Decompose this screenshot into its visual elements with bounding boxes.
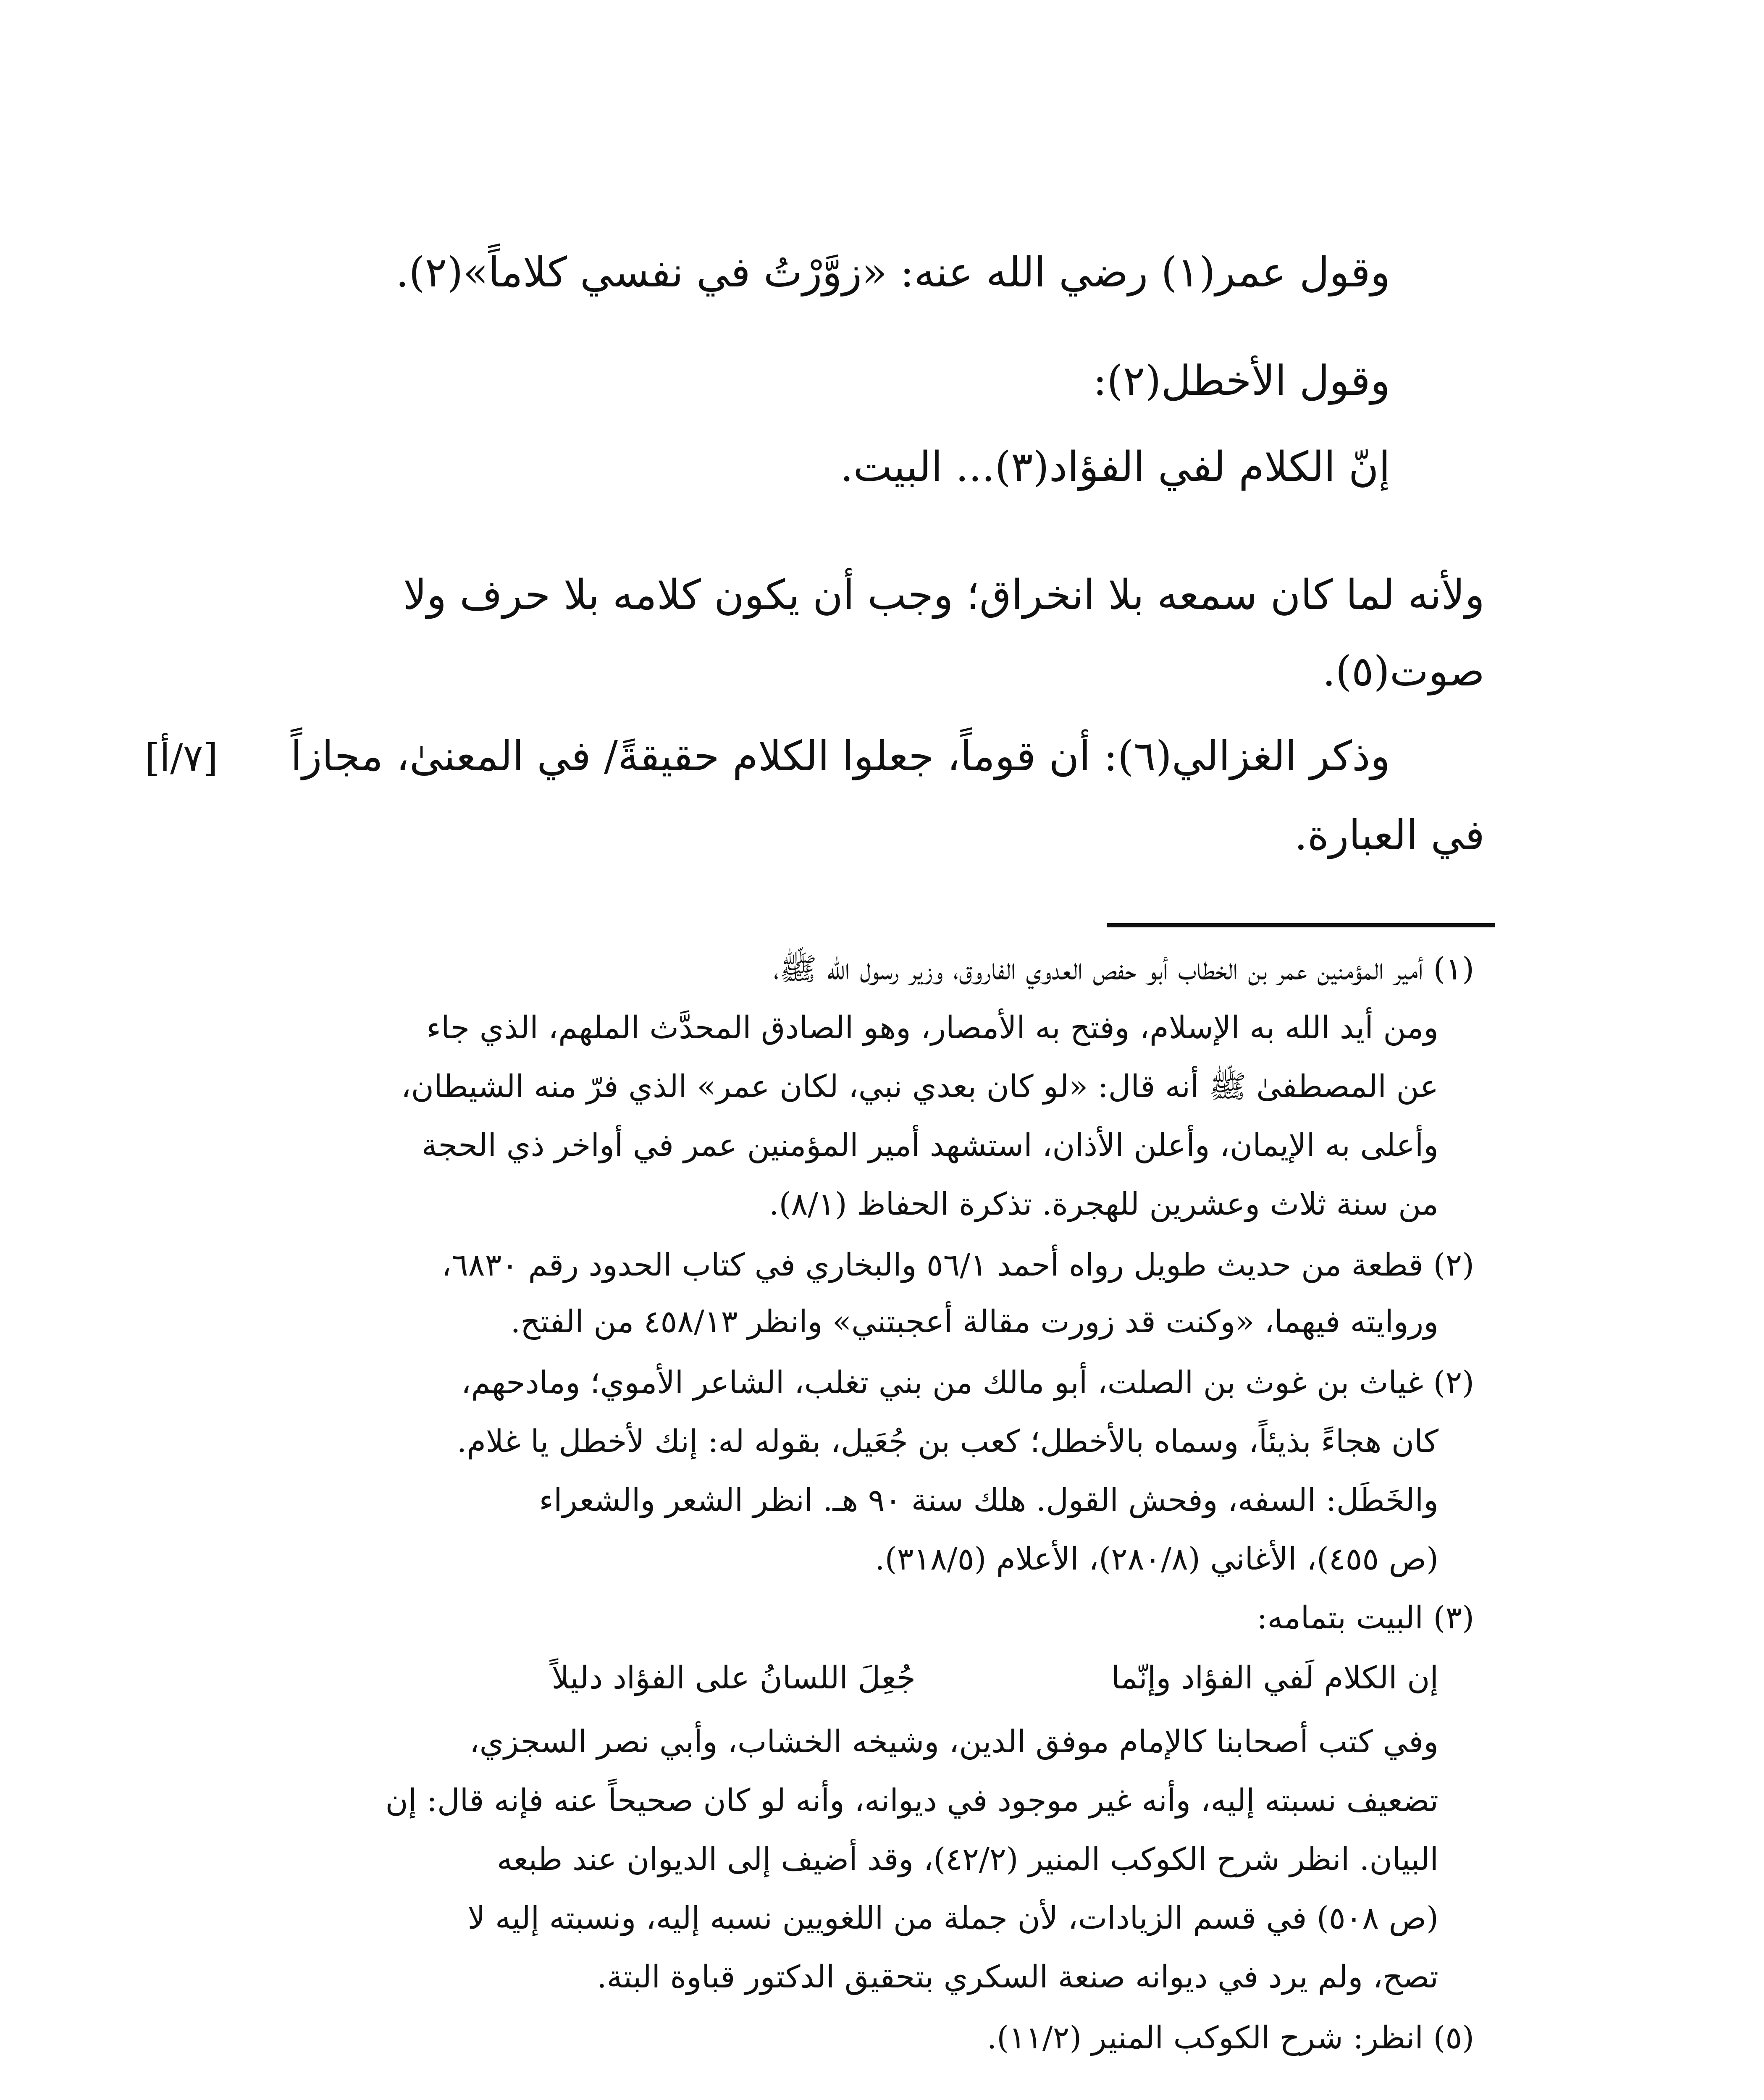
footnote-line: وروايته فيهما، «وكنت قد زورت مقالة أعجبتني» وانظر ٤٥٨/١٣ من الفتح. [510, 1304, 1438, 1340]
main-text-line: صوت(٥). [1322, 648, 1485, 696]
main-text-line: وذكر الغزالي(٦): أن قوماً، جعلوا الكلام حقيقةً/ في المعنىٰ، مجازاً [290, 732, 1390, 780]
main-text-line: وقول عمر(١) رضي الله عنه: «زوَّرْتُ في نفسي كلاماً»(٢). [396, 249, 1390, 297]
verse-hemistich: إن الكلام لَفي الفؤاد وإنّما [1111, 1660, 1438, 1696]
folio-marker: [٧/أ] [145, 736, 218, 780]
footnote-line: (٣) البيت بتمامه: [1257, 1600, 1474, 1636]
footnote-line: وفي كتب أصحابنا كالإمام موفق الدين، وشيخه الخشاب، وأبي نصر السجزي، [469, 1724, 1438, 1760]
footnote-line: (٢) غياث بن غوث بن الصلت، أبو مالك من بني تغلب، الشاعر الأموي؛ ومادحهم، [461, 1365, 1474, 1401]
footnote-line: عن المصطفىٰ ﷺ أنه قال: «لو كان بعدي نبي، لكان عمر» الذي فرّ منه الشيطان، [401, 1068, 1438, 1105]
footnote-line: (ص ٤٥٥)، الأغاني (٢٨٠/٨)، الأعلام (٣١٨/٥). [875, 1541, 1438, 1577]
footnote-line: تصح، ولم يرد في ديوانه صنعة السكري بتحقيق الدكتور قباوة البتة. [597, 1959, 1438, 1995]
footnote-line: ومن أيد الله به الإسلام، وفتح به الأمصار، وهو الصادق المحدَّث الملهم، الذي جاء [426, 1010, 1438, 1046]
main-text-line: في العبارة. [1294, 811, 1485, 859]
main-text-line: إنّ الكلام لفي الفؤاد(٣)... البيت. [840, 443, 1390, 491]
footnote-line: والخَطَل: السفه، وفحش القول. هلك سنة ٩٠ هـ. انظر الشعر والشعراء [539, 1482, 1438, 1518]
footnote-line: (ص ٥٠٨) في قسم الزيادات، لأن جملة من اللغويين نسبه إليه، ونسبته إليه لا [467, 1900, 1438, 1936]
footnote-line: كان هجاءً بذيئاً، وسماه بالأخطل؛ كعب بن جُعَيل، بقوله له: إنك لأخطل يا غلام. [457, 1423, 1438, 1460]
footnote-line: (٢) قطعة من حديث طويل رواه أحمد ٥٦/١ والبخاري في كتاب الحدود رقم ٦٨٣٠، [441, 1247, 1474, 1283]
footnote-separator [1107, 923, 1495, 927]
footnote-line: تضعيف نسبته إليه، وأنه غير موجود في ديوانه، وأنه لو كان صحيحاً عنه فإنه قال: إن [385, 1782, 1438, 1819]
main-text-line: وقول الأخطل(٢): [1093, 357, 1390, 405]
verse-hemistich: جُعِلَ اللسانُ على الفؤاد دليلاً [551, 1660, 916, 1696]
footnote-line: البيان. انظر شرح الكوكب المنير (٤٢/٢)، وقد أضيف إلى الديوان عند طبعه [496, 1841, 1438, 1877]
footnote-line: (١) أمير المؤمنين عمر بن الخطاب أبو حفص العدوي الفاروق، وزير رسول الله ﷺ، [773, 951, 1474, 987]
main-text-line: ولأنه لما كان سمعه بلا انخراق؛ وجب أن يكون كلامه بلا حرف ولا [403, 571, 1485, 619]
footnote-line: وأعلى به الإيمان، وأعلن الأذان، استشهد أمير المؤمنين عمر في أواخر ذي الحجة [421, 1127, 1438, 1163]
footnote-line: (٥) انظر: شرح الكوكب المنير (١١/٢). [987, 2020, 1474, 2056]
footnote-line: من سنة ثلاث وعشرين للهجرة. تذكرة الحفاظ (٨/١). [769, 1186, 1438, 1222]
